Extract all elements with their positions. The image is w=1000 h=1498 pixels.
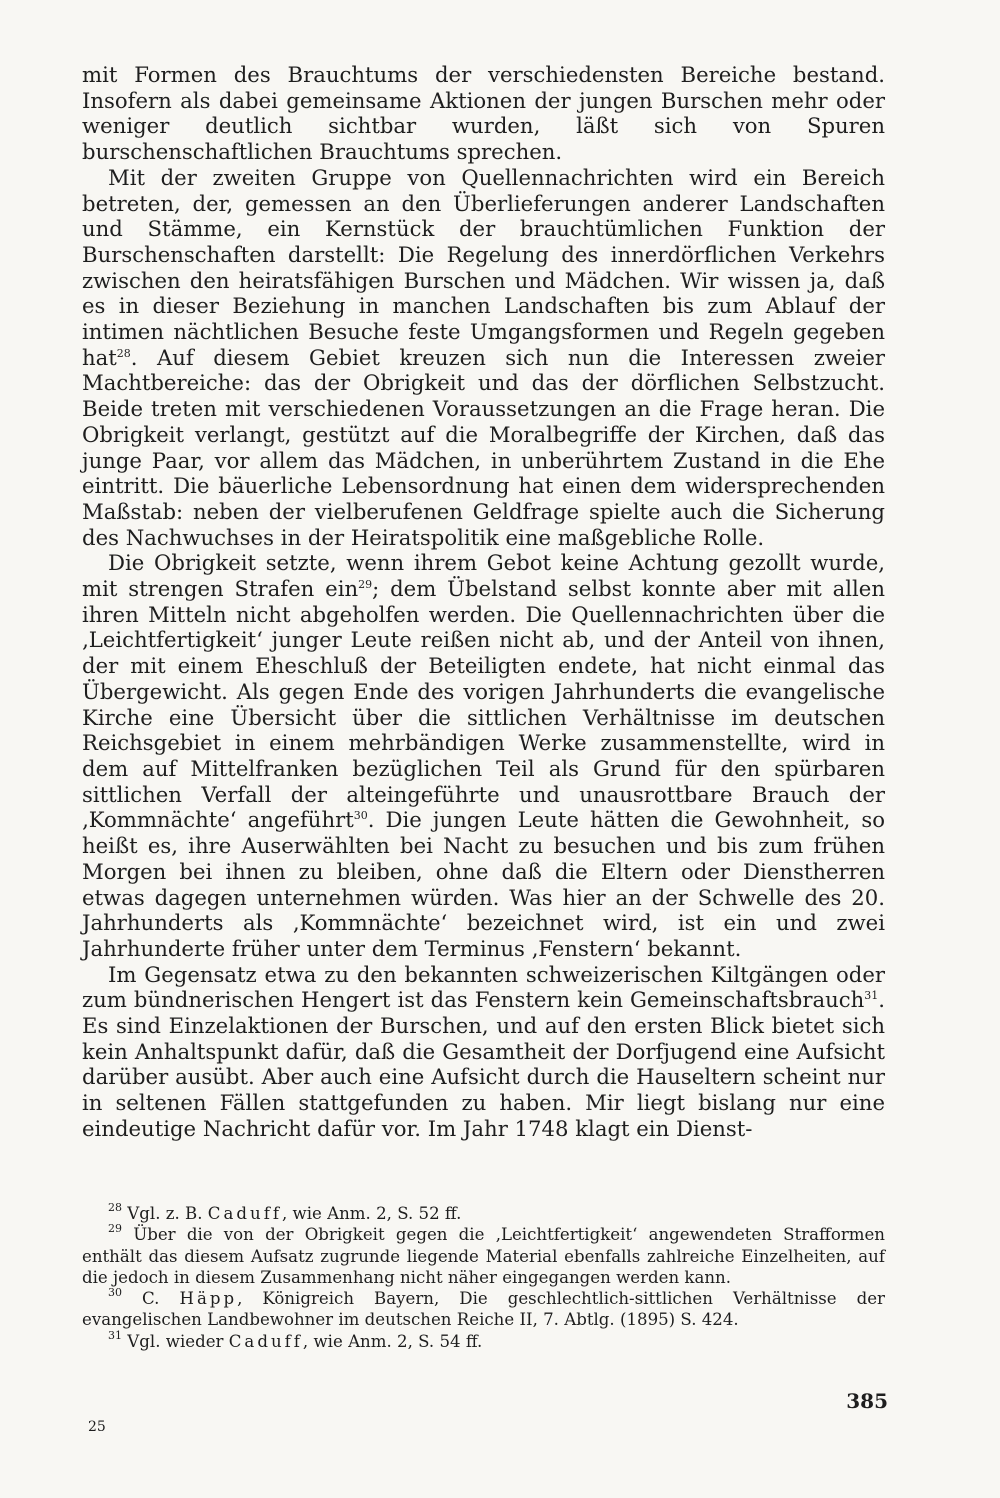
footnote-ref-29: 29 [358, 578, 373, 592]
signature-mark: 25 [88, 1419, 106, 1435]
footnotes [82, 1203, 885, 1352]
main-text [82, 62, 885, 1142]
paragraph-4: Im Gegensatz etwa zu den bekannten schweizerischen Kiltgängen oder zum bündnerischen Hengert ist das Fenstern kein Gemeinschaftsbrauch$^{31}$. Es sind Einzelaktionen der Burschen, und auf den ersten Blick bietet sich kein Anhaltspunkt dafür, daß die Gesamtheit der Dorfjugend eine Aufsicht darüber ausübt. Aber auch eine Aufsicht durch die Hauseltern scheint nur in seltenen Fällen stattgefunden zu haben. Mir liegt bislang nur eine eindeutige Nachricht dafür vor. Im Jahr 1748 klagt ein Dienst- [82, 961, 885, 1141]
footnote-31: $^{31}$ Vgl. wieder Caduff, wie Anm. 2, S. 54 ff. [108, 1328, 483, 1351]
paragraph-2: Mit der zweiten Gruppe von Quellennachrichten wird ein Bereich betreten, der, gemessen an den Überlieferungen anderer Landschaften und Stämme, ein Kernstück der brauchtümlichen Funktion der Burschenschaften darstellt: Die Regelung des innerdörflichen Verkehrs zwischen den heiratsfähigen Burschen und Mädchen. Wir wissen ja, daß es in dieser Beziehung in manchen Landschaften bis zum Ablauf der intimen nächtlichen Besuche feste Umgangsformen und Regeln gegeben hat$^{28}$. Auf diesem Gebiet kreuzen sich nun die Interessen zweier Machtbereiche: das der Obrigkeit und das der dörflichen Selbstzucht. Beide treten mit verschiedenen Voraussetzungen an die Frage heran. Die Obrigkeit verlangt, gestützt auf die Moralbegriffe der Kirchen, daß das junge Paar, vor allem das Mädchen, in unberührtem Zustand in die Ehe eintritt. Die bäuerliche Lebensordnung hat einen dem widersprechenden Maßstab: neben der vielberufenen Geldfrage spielte auch die Sicherung des Nachwuchses in der Heiratspolitik eine maßgebliche Rolle. [82, 164, 885, 550]
footnote-29: $^{29}$ Über die von der Obrigkeit gegen die ‚Leichtfertigkeit‘ angewendeten Strafformen enthält das diesem Aufsatz zugrunde liegende Material ebenfalls zahlreiche Einzelheiten, auf die jedoch in diesem Zusammenhang nicht näher eingegangen werden kann. [82, 1222, 885, 1287]
footnote-ref-31: 31 [864, 989, 879, 1003]
paragraph-1: mit Formen des Brauchtums der verschiedensten Bereiche bestand. Insofern als dabei gemeinsame Aktionen der jungen Burschen mehr oder weniger deutlich sichtbar wurden, läßt sich von Spuren burschenschaftlichen Brauchtums sprechen. [82, 62, 885, 165]
footnote-28: $^{28}$ Vgl. z. B. Caduff, wie Anm. 2, S. 52 ff. [108, 1201, 462, 1223]
footnote-30: $^{30}$ C. Häpp, Königreich Bayern, Die geschlechtlich-sittlichen Verhältnisse der evangelischen Landbewohner im deutschen Reiche II, 7. Abtlg. (1895) S. 424. [82, 1286, 885, 1330]
footnote-ref-28: 28 [116, 346, 131, 360]
paragraph-3: Die Obrigkeit setzte, wenn ihrem Gebot keine Achtung gezollt wurde, mit strengen Strafen ein$^{29}$; dem Übelstand selbst konnte aber mit allen ihren Mitteln nicht abgeholfen werden. Die Quellennachrichten über die ‚Leichtfertigkeit‘ junger Leute reißen nicht ab, und der Anteil von ihnen, der mit einem Eheschluß der Beteiligten endete, hat nicht einmal das Übergewicht. Als gegen Ende des vorigen Jahrhunderts die evangelische Kirche eine Übersicht über die sittlichen Verhältnisse im deutschen Reichsgebiet in einem mehrbändigen Werke zusammenstellte, wird in dem auf Mittelfranken bezüglichen Teil als Grund für den spürbaren sittlichen Verfall der alteingeführte und unausrottbare Brauch der ‚Kommnächte‘ angeführt$^{30}$. Die jungen Leute hätten die Gewohnheit, so heißt es, ihre Auserwählten bei Nacht zu besuchen und bis zum frühen Morgen bei ihnen zu bleiben, ohne daß die Eltern oder Dienstherren etwas dagegen unternehmen würden. Was hier an der Schwelle des 20. Jahrhunderts als ‚Kommnächte‘ bezeichnet wird, ist ein und zwei Jahrhunderte früher unter dem Terminus ‚Fenstern‘ bekannt. [82, 550, 885, 961]
page-number: 385 [846, 1389, 888, 1413]
footnote-ref-30: 30 [353, 809, 368, 823]
